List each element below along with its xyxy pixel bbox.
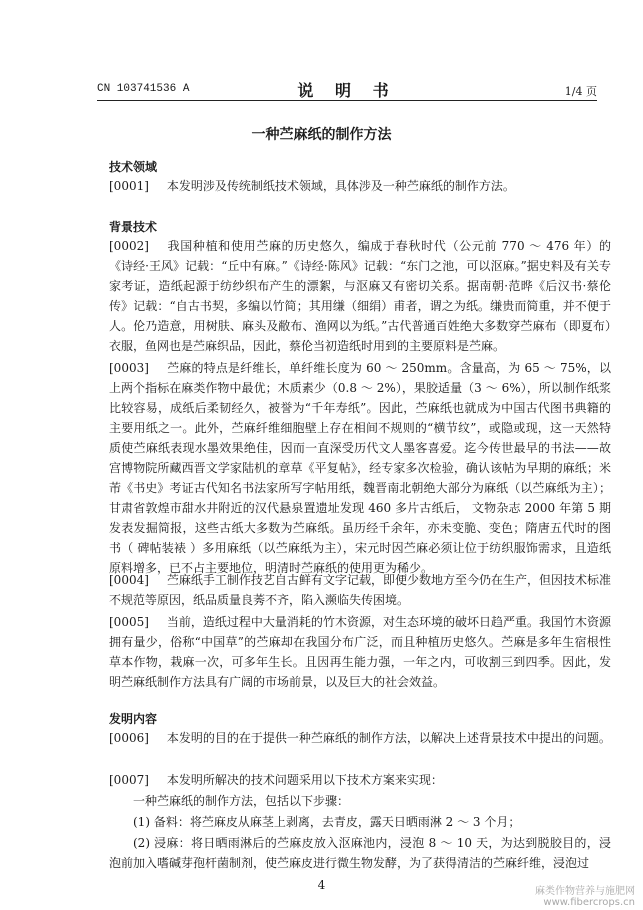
paragraph-text: 本发明的目的在于提供一种苎麻纸的制作方法，以解决上述背景技术中提出的问题。 — [166, 731, 611, 745]
page-indicator: 1/4 页 — [564, 85, 597, 98]
watermark-line2: www.fibercrops.cn — [543, 897, 635, 908]
steps-intro: 一种苎麻纸的制作方法，包括以下步骤： — [133, 794, 350, 808]
document-type: 说 明 书 — [297, 81, 397, 100]
document-title: 一种苎麻纸的制作方法 — [251, 127, 392, 143]
watermark-line1: 麻类作物营养与施肥网 — [535, 886, 635, 897]
paragraph-text: 苎麻的特点是纤维长，单纤维长度为 60 ～ 250mm。含量高，为 65 ～ 75%，以上两个指标在麻类作物中最优；木质素少（0.8 ～ 2%），果胶适量（3 ～ 6%），所以制作纸浆比较容易，成纸后柔韧经久，被誉为“千年寿纸”。因此，苎麻纸也就成为中国古代图书典籍的主要用纸之一。此外，苎麻纤维细胞壁上存在相间不规则的“横节纹”，或隐或现，这一天然特质使苎麻纸表现水墨效果绝佳，因而一直深受历代文人墨客喜爱。迄今传世最早的书法——故宫博物院所藏西晋文学家陆机的章草《平复帖》，经专家多次检验，确认该帖为早期的麻纸；米芾《书史》考证古代知名书法家所写字帖用纸，魏晋南北朝绝大部分为麻纸（以苎麻纸为主）；甘肃省敦煌市甜水井附近的汉代悬泉置遗址发现 460 多片古纸后， 文物杂志 2000 年第 5 期发表发掘简报，这些古纸大多数为苎麻纸。虽历经千余年，亦未变脆、变色；隋唐五代时的图书（ 碑帖装裱 ）多用麻纸（以苎麻纸为主），宋元时因苎麻必须让位于纺织服饰需求，且造纸原料增多，已不占主要地位，明清时苎麻纸的使用更为稀少。 — [109, 361, 611, 575]
paragraph-text: 我国种植和使用苎麻的历史悠久，编成于春秋时代（公元前 770 ～ 476 年）的《诗经·王风》记载：“丘中有麻。”《诗经·陈风》记载：“东门之池，可以沤麻。”据史料及有关专家考证，造纸起源于纺纱织布产生的漂絮，与沤麻又有密切关系。据南朝·范晔《后汉书·蔡伦传》记载：“自古书契，多编以竹简；其用缣（细绢）甫者，谓之为纸。缣贵而简重，并不便于人。伦乃造意，用树肤、麻头及敝布、渔网以为纸。”古代普通百姓绝大多数穿苎麻布（即夏布）衣服，鱼网也是苎麻织品，因此，蔡伦当初造纸时用到的主要原料是苎麻。 — [109, 239, 611, 353]
paragraph-number: [0005] — [109, 615, 149, 629]
paragraph-text: 苎麻纸手工制作技艺自古鲜有文字记载，即便少数地方至今仍在生产，但因技术标准不规范等原因，纸品质量良莠不齐，陷入濒临失传困境。 — [109, 573, 611, 607]
paragraph-number: [0003] — [109, 361, 149, 375]
paragraph-text: 本发明涉及传统制纸技术领域，具体涉及一种苎麻纸的制作方法。 — [166, 179, 515, 193]
document-number: CN 103741536 A — [97, 83, 190, 95]
paragraph-0004 — [109, 570, 611, 610]
page-number: 4 — [317, 878, 326, 892]
step-1: (1) 备料：将苎麻皮从麻茎上剥离，去青皮，露天日晒雨淋 2 ～ 3 个月； — [133, 815, 521, 829]
paragraph-number: [0007] — [109, 773, 149, 787]
step-2: (2) 浸麻：将日晒雨淋后的苎麻皮放入沤麻池内，浸泡 8 ～ 10 天，为达到脱胶目的，浸泡前加入嗜碱芽孢杆菌制剂，使苎麻皮进行微生物发酵，为了获得清洁的苎麻纤维，浸泡过 — [109, 836, 611, 870]
paragraph-number: [0004] — [109, 573, 149, 587]
watermark — [535, 886, 635, 908]
paragraph-number: [0001] — [109, 179, 149, 193]
page-header — [97, 78, 597, 101]
paragraph-text: 当前，造纸过程中大量消耗的竹木资源，对生态环境的破坏日趋严重。我国竹木资源拥有量少，俗称“中国草”的苎麻却在我国分布广泛，而且种植历史悠久。苎麻是多年生宿根性草本作物，栽麻一次，可多年生长。且因再生能力强，一年之内，可收割三到四季。因此，发明苎麻纸制作方法具有广阔的市场前景，以及巨大的社会效益。 — [109, 615, 611, 689]
paragraph-text: 本发明所解决的技术问题采用以下技术方案来实现： — [166, 773, 443, 787]
paragraph-0007 — [109, 770, 611, 790]
paragraph-0002 — [109, 236, 611, 356]
paragraph-0003 — [109, 358, 611, 578]
section-heading-invention: 发明内容 — [109, 712, 158, 726]
paragraph-number: [0002] — [109, 239, 149, 253]
paragraph-number: [0006] — [109, 731, 149, 745]
paragraph-0006 — [109, 728, 611, 748]
section-heading-background: 背景技术 — [109, 220, 158, 234]
section-heading-tech-field: 技术领域 — [109, 160, 158, 174]
paragraph-0005 — [109, 612, 611, 692]
paragraph-0001 — [109, 176, 611, 196]
